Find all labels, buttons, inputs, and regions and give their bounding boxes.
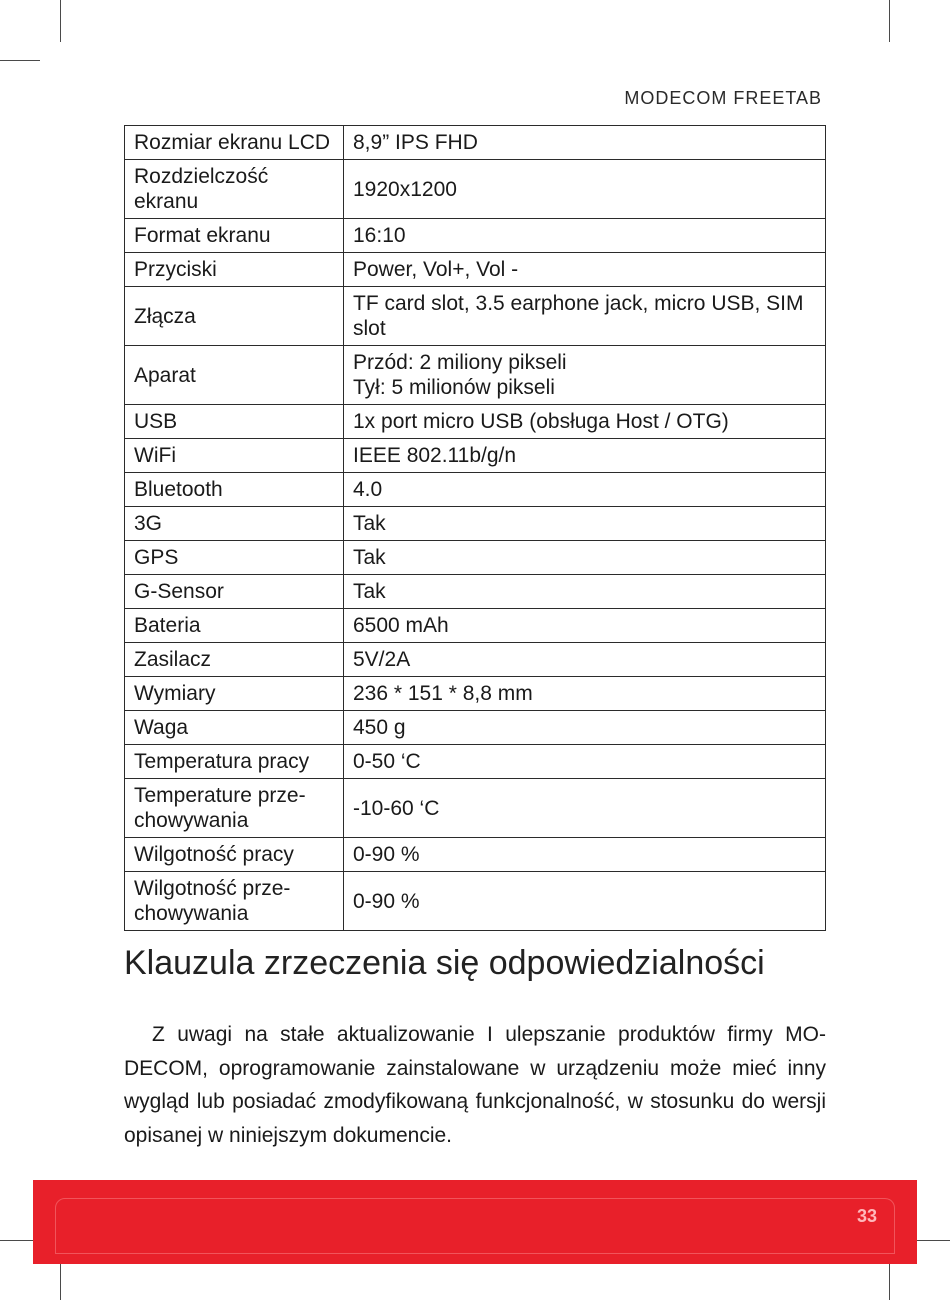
table-row xyxy=(125,473,826,507)
spec-value: Power, Vol+, Vol - xyxy=(344,253,826,287)
spec-value: 0-90 % xyxy=(344,838,826,872)
spec-label: Waga xyxy=(125,711,344,745)
table-row xyxy=(125,287,826,346)
spec-value: 8,9” IPS FHD xyxy=(344,126,826,160)
spec-value: -10-60 ‘C xyxy=(344,779,826,838)
spec-value-line: Przód: 2 miliony pikseli xyxy=(353,351,567,374)
spec-label: Zasilacz xyxy=(125,643,344,677)
table-row xyxy=(125,575,826,609)
table-row xyxy=(125,253,826,287)
spec-label: Bluetooth xyxy=(125,473,344,507)
footer-band xyxy=(33,1180,917,1264)
table-row xyxy=(125,541,826,575)
spec-label: G-Sensor xyxy=(125,575,344,609)
spec-label: WiFi xyxy=(125,439,344,473)
crop-mark xyxy=(889,0,890,42)
spec-label: USB xyxy=(125,405,344,439)
footer-band-frame xyxy=(55,1198,895,1254)
spec-label: Temperature prze-chowywania xyxy=(125,779,344,838)
disclaimer-paragraph: Z uwagi na stałe aktualizowanie I ulepszanie produktów firmy MO-DECOM, oprogramowanie zainstalowane w urządzeniu może mieć inny wygląd lub posiadać zmodyfikowaną funkcjonalność, w stosunku do wersji opisanej w niniejszym dokumencie. xyxy=(124,1023,826,1147)
spec-value: 450 g xyxy=(344,711,826,745)
spec-value: 236 * 151 * 8,8 mm xyxy=(344,677,826,711)
spec-value: Tak xyxy=(344,541,826,575)
spec-value: 0-90 % xyxy=(344,872,826,931)
table-row xyxy=(125,439,826,473)
table-row xyxy=(125,838,826,872)
spec-label: Wilgotność pracy xyxy=(125,838,344,872)
spec-value: 4.0 xyxy=(344,473,826,507)
table-row xyxy=(125,507,826,541)
table-row xyxy=(125,745,826,779)
spec-value: Tak xyxy=(344,507,826,541)
specifications-table-body xyxy=(125,126,826,931)
table-row xyxy=(125,711,826,745)
page-number: 33 xyxy=(856,1206,877,1226)
crop-mark xyxy=(60,0,61,42)
spec-label: Złącza xyxy=(125,287,344,346)
spec-label: Rozmiar ekranu LCD xyxy=(125,126,344,160)
table-row xyxy=(125,405,826,439)
specifications-table xyxy=(124,125,826,931)
crop-mark xyxy=(889,1258,890,1300)
table-row xyxy=(125,126,826,160)
spec-value: IEEE 802.11b/g/n xyxy=(344,439,826,473)
table-row xyxy=(125,346,826,405)
page-header-brand: MODECOM FREETAB xyxy=(624,88,822,108)
spec-label: Aparat xyxy=(125,346,344,405)
spec-value: 16:10 xyxy=(344,219,826,253)
table-row xyxy=(125,677,826,711)
spec-value: 5V/2A xyxy=(344,643,826,677)
crop-mark xyxy=(0,60,40,61)
disclaimer-heading: Klauzula zrzeczenia się odpowiedzialności xyxy=(124,944,765,982)
table-row xyxy=(125,779,826,838)
spec-label: Rozdzielczość ekranu xyxy=(125,160,344,219)
table-row xyxy=(125,643,826,677)
table-row xyxy=(125,219,826,253)
crop-mark xyxy=(60,1258,61,1300)
spec-label: GPS xyxy=(125,541,344,575)
spec-value: Tak xyxy=(344,575,826,609)
spec-label: Format ekranu xyxy=(125,219,344,253)
spec-value: TF card slot, 3.5 earphone jack, micro USB, SIM slot xyxy=(344,287,826,346)
spec-label: Przyciski xyxy=(125,253,344,287)
spec-value: 6500 mAh xyxy=(344,609,826,643)
spec-label: Bateria xyxy=(125,609,344,643)
spec-value xyxy=(344,346,826,405)
table-row xyxy=(125,160,826,219)
spec-label: Wymiary xyxy=(125,677,344,711)
spec-value: 1920x1200 xyxy=(344,160,826,219)
spec-value-line: Tył: 5 milionów pikseli xyxy=(353,376,555,399)
spec-value: 0-50 ‘C xyxy=(344,745,826,779)
spec-label: Temperatura pracy xyxy=(125,745,344,779)
table-row xyxy=(125,609,826,643)
spec-value: 1x port micro USB (obsługa Host / OTG) xyxy=(344,405,826,439)
table-row xyxy=(125,872,826,931)
spec-label: Wilgotność prze-chowywania xyxy=(125,872,344,931)
spec-label: 3G xyxy=(125,507,344,541)
